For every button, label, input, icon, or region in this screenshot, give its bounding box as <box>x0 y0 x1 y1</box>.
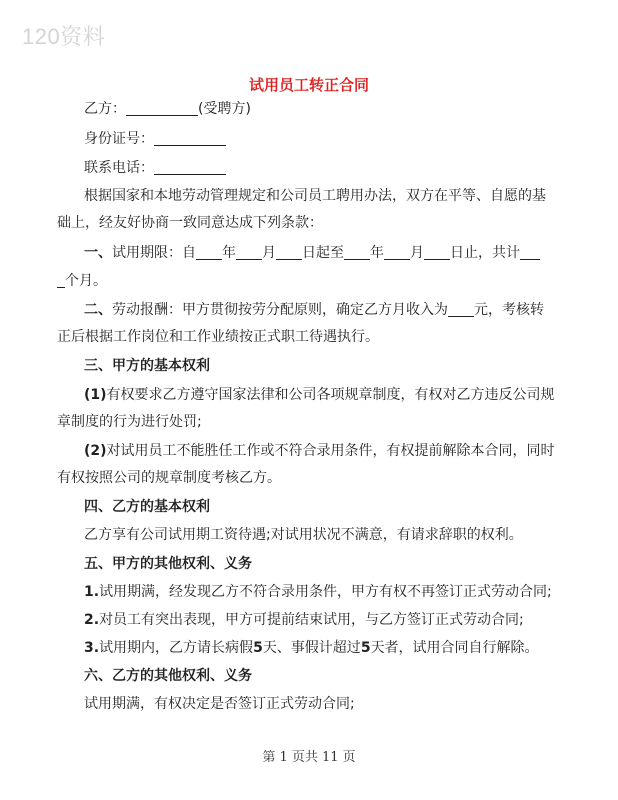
section3-item2-num: (2) <box>84 443 107 459</box>
section5-item1 <box>84 582 552 602</box>
from-label: 日起至 <box>302 245 344 261</box>
section3-item1-line1 <box>84 385 555 405</box>
end-day-blank <box>424 244 450 260</box>
section5-heading: 五、甲方的其他权利、义务 <box>84 556 252 572</box>
start-year-blank <box>196 244 222 260</box>
clause1-tail: 个月。 <box>65 273 107 289</box>
months-blank-b <box>57 272 65 288</box>
party-b-suffix: (受聘方) <box>198 101 251 117</box>
phone-label: 联系电话： <box>84 160 154 176</box>
section3-item2-line2: 有权按照公司的规章制度考核乙方。 <box>57 470 281 486</box>
section5-item3-num: 3. <box>84 640 100 656</box>
section3-heading: 三、甲方的基本权利 <box>84 358 210 374</box>
clause2-text-a: 劳动报酬：甲方贯彻按劳分配原则，确定乙方月收入为 <box>112 302 448 318</box>
intro-line-1: 根据国家和本地劳动管理规定和公司员工聘用办法，双方在平等、自愿的基 <box>84 188 546 204</box>
party-b-blank <box>126 100 198 116</box>
id-number-blank <box>154 130 226 146</box>
section3-item2-text: 对试用员工不能胜任工作或不符合录用条件，有权提前解除本合同，同时 <box>106 443 555 459</box>
month-label-2: 月 <box>410 245 424 261</box>
sick-leave-days: 5 <box>253 640 263 656</box>
id-number-label: 身份证号： <box>84 131 154 147</box>
start-day-blank <box>276 244 302 260</box>
id-number-line <box>84 129 226 149</box>
section5-item3-text-c: 天者，试用合同自行解除。 <box>370 640 539 656</box>
document-title: 试用员工转正合同 <box>248 76 369 94</box>
start-month-blank <box>236 244 262 260</box>
section3-item2-line1 <box>84 441 555 461</box>
clause2-text-b: 元，考核转 <box>474 302 544 318</box>
personal-leave-days: 5 <box>360 640 371 656</box>
end-year-blank <box>344 244 370 260</box>
section3-item1-num: (1) <box>84 387 107 403</box>
clause1-heading: 一、 <box>84 245 112 261</box>
section3-item1-line2: 章制度的行为进行处罚; <box>57 414 202 430</box>
section5-item3 <box>84 638 539 658</box>
section4-text: 乙方享有公司试用期工资待遇;对试用状况不满意，有请求辞职的权利。 <box>84 527 523 543</box>
section5-item2-text: 对员工有突出表现，甲方可提前结束试用，与乙方签订正式劳动合同; <box>99 612 524 628</box>
section6-heading: 六、乙方的其他权利、义务 <box>84 668 252 684</box>
clause1-line-2 <box>57 271 107 291</box>
clause1-line-1 <box>84 243 540 263</box>
phone-blank <box>154 159 226 175</box>
clause2-line-1 <box>84 300 544 320</box>
end-month-blank <box>384 244 410 260</box>
clause2-heading: 二、 <box>84 302 112 318</box>
months-blank-a <box>520 244 540 260</box>
to-label: 日止，共计 <box>450 245 520 261</box>
section5-item2-num: 2. <box>84 612 100 628</box>
section3-item1-text: 有权要求乙方遵守国家法律和公司各项规章制度，有权对乙方违反公司规 <box>106 387 555 403</box>
section5-item1-text: 试用期满，经发现乙方不符合录用条件，甲方有权不再签订正式劳动合同; <box>99 584 552 600</box>
salary-blank <box>448 301 474 317</box>
party-b-label: 乙方： <box>84 101 126 117</box>
year-label-2: 年 <box>370 245 384 261</box>
watermark: 120资料 <box>22 24 106 49</box>
section4-heading: 四、乙方的基本权利 <box>84 499 210 515</box>
intro-line-2: 础上，经友好协商一致同意达成下列条款： <box>57 215 323 231</box>
party-b-line <box>84 99 251 119</box>
section5-item3-text-a: 试用期内，乙方请长病假 <box>99 640 254 656</box>
clause1-text: 试用期限：自 <box>112 245 196 261</box>
year-label: 年 <box>222 245 236 261</box>
section5-item3-text-b: 天、事假计超过 <box>262 640 361 656</box>
section5-item2 <box>84 610 524 630</box>
phone-line <box>84 158 226 178</box>
section5-item1-num: 1. <box>84 584 100 600</box>
page-footer: 第 1 页共 11 页 <box>262 750 356 765</box>
section6-text: 试用期满，有权决定是否签订正式劳动合同; <box>84 696 355 712</box>
month-label: 月 <box>262 245 276 261</box>
clause2-line-2: 正后根据工作岗位和工作业绩按正式职工待遇执行。 <box>57 329 379 345</box>
